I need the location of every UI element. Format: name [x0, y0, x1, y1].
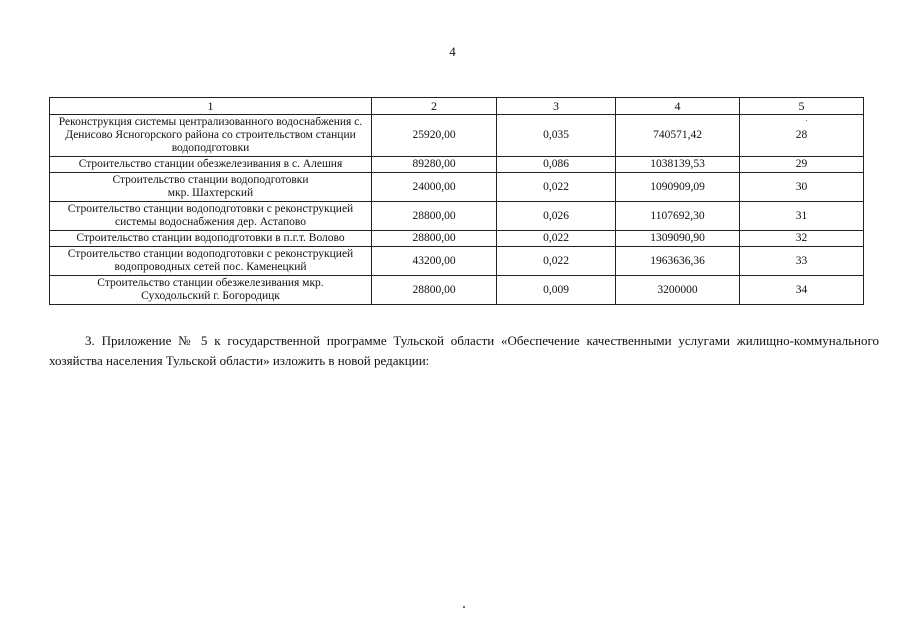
- table-header-row: [50, 98, 864, 115]
- table-row: [50, 202, 864, 231]
- table-cell: Строительство станции водоподготовки мкр. Шахтерский: [50, 173, 372, 202]
- table-row: [50, 247, 864, 276]
- table-cell: 0,086: [497, 157, 616, 173]
- table-row: [50, 173, 864, 202]
- column-header: 2: [372, 98, 497, 115]
- table-cell: Строительство станции водоподготовки в п.г.т. Волово: [50, 231, 372, 247]
- column-header: 4: [616, 98, 740, 115]
- table-row: [50, 276, 864, 305]
- table-cell: 28: [740, 115, 864, 157]
- table-cell: Строительство станции водоподготовки с реконструкцией системы водоснабжения дер. Астапово: [50, 202, 372, 231]
- table-cell: 0,026: [497, 202, 616, 231]
- table-cell: 1963636,36: [616, 247, 740, 276]
- table-cell: 1309090,90: [616, 231, 740, 247]
- table-cell: 1038139,53: [616, 157, 740, 173]
- table-cell: Строительство станции обезжелезивания мкр. Суходольский г. Богородицк: [50, 276, 372, 305]
- scan-speck: [463, 606, 465, 608]
- table-cell: 89280,00: [372, 157, 497, 173]
- table-cell: 34: [740, 276, 864, 305]
- table-cell: 0,022: [497, 231, 616, 247]
- column-header: 1: [50, 98, 372, 115]
- table-cell: 25920,00: [372, 115, 497, 157]
- table-cell: Реконструкция системы централизованного водоснабжения с. Денисово Ясногорского района со строительством станции водоподготовки: [50, 115, 372, 157]
- table-cell: 0,022: [497, 247, 616, 276]
- table-cell: 3200000: [616, 276, 740, 305]
- table-cell: 24000,00: [372, 173, 497, 202]
- table-cell: Строительство станции водоподготовки с реконструкцией водопроводных сетей пос. Каменецкий: [50, 247, 372, 276]
- table-cell: Строительство станции обезжелезивания в с. Алешня: [50, 157, 372, 173]
- table-cell: 28800,00: [372, 231, 497, 247]
- table-cell: 0,022: [497, 173, 616, 202]
- table-row: [50, 157, 864, 173]
- table-cell: 28800,00: [372, 276, 497, 305]
- table-cell: 43200,00: [372, 247, 497, 276]
- table-cell: 740571,42: [616, 115, 740, 157]
- column-header: 3: [497, 98, 616, 115]
- table-row: [50, 231, 864, 247]
- table-row: [50, 115, 864, 157]
- data-table: [49, 97, 864, 305]
- table-cell: 29: [740, 157, 864, 173]
- body-paragraph: 3. Приложение № 5 к государственной программе Тульской области «Обеспечение качественными услугами жилищно-коммунального хозяйства населения Тульской области» изложить в новой редакции:: [49, 333, 879, 368]
- table-cell: 1107692,30: [616, 202, 740, 231]
- table-cell: 0,009: [497, 276, 616, 305]
- table-cell: 33: [740, 247, 864, 276]
- table-cell: 30: [740, 173, 864, 202]
- table-cell: 0,035: [497, 115, 616, 157]
- table-cell: 1090909,09: [616, 173, 740, 202]
- table-cell: 28800,00: [372, 202, 497, 231]
- scan-speck: [806, 120, 807, 121]
- table-cell: 32: [740, 231, 864, 247]
- column-header: 5: [740, 98, 864, 115]
- page-number: 4: [449, 44, 456, 59]
- table-cell: 31: [740, 202, 864, 231]
